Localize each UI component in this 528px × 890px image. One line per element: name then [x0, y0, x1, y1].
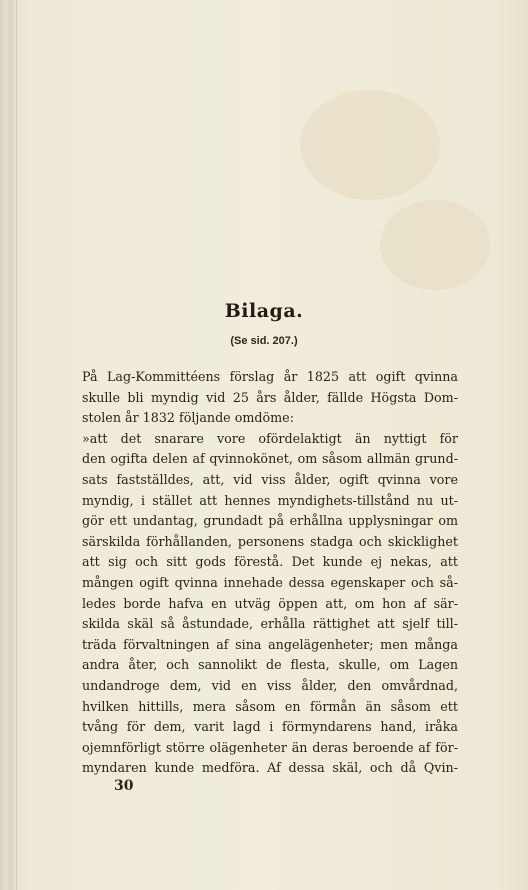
body-text — [82, 367, 458, 779]
text-line: myndig, i stället att hennes myndighets-tillstånd nu ut- — [82, 492, 458, 508]
paper-stain — [380, 200, 490, 290]
text-line: gör ett undantag, grundadt på erhållna upplysningar om — [82, 513, 458, 529]
text-line: mången ogift qvinna innehade dessa egenskaper och så- — [82, 574, 458, 590]
text-line: myndaren kunde medföra. Af dessa skäl, och då Qvin- — [82, 760, 458, 776]
paper-stain — [300, 90, 440, 200]
text-line: stolen år 1832 följande omdöme: — [82, 410, 294, 426]
text-line: tvång för dem, varit lagd i förmyndarens hand, iråka — [82, 719, 458, 735]
page-number: 30 — [114, 778, 134, 794]
appendix-heading: Bilaga. — [224, 300, 304, 322]
text-line: undandroge dem, vid en viss ålder, den omvårdnad, — [82, 677, 458, 693]
text-line: andra åter, och sannolikt de flesta, skulle, om Lagen — [82, 657, 458, 673]
text-line: den ogifta delen af qvinnokönet, om såsom allmän grund- — [82, 451, 458, 467]
page-reference: (Se sid. 207.) — [230, 335, 298, 347]
text-line: skilda skäl så åstundade, erhålla rättighet att sjelf till- — [82, 616, 458, 632]
text-line: ojemnförligt större olägenheter än deras beroende af för- — [82, 739, 458, 755]
text-line: skulle bli myndig vid 25 års ålder, fällde Högsta Dom- — [82, 389, 458, 405]
text-line: ledes borde hafva en utväg öppen att, om hon af sär- — [82, 595, 458, 611]
text-line: sats fastställdes, att, vid viss ålder, ogift qvinna vore — [82, 471, 458, 487]
text-line: att sig och sitt gods förestå. Det kunde ej nekas, att — [82, 554, 458, 570]
text-line: »att det snarare vore ofördelaktigt än nyttigt för — [82, 430, 458, 446]
text-line: På Lag-Kommittéens förslag år 1825 att ogift qvinna — [82, 369, 458, 384]
page-binding-edge — [0, 0, 17, 890]
text-line: träda förvaltningen af sina angelägenheter; men många — [82, 636, 458, 652]
text-line: hvilken hittills, mera såsom en förmån än såsom ett — [82, 698, 458, 714]
text-line: särskilda förhållanden, personens stadga och skicklighet — [82, 533, 458, 549]
